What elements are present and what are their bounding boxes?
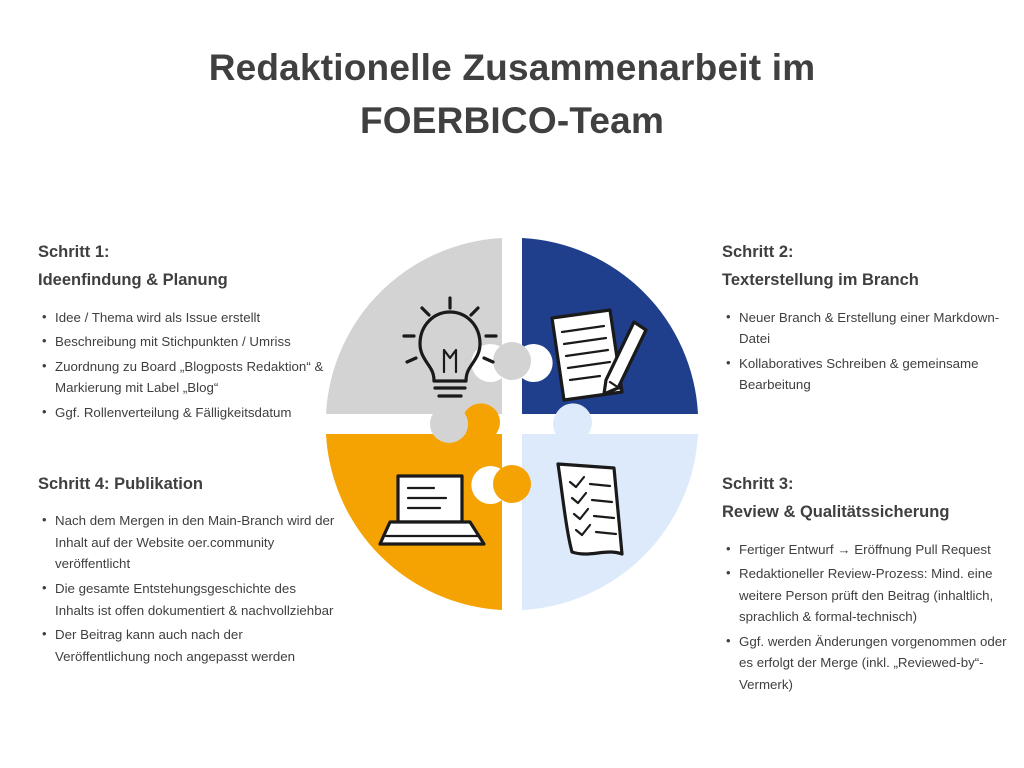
list-item: • Ggf. werden Änderungen vorgenommen oder es erfolgt der Merge (inkl. „Reviewed-by“-Vermerk) [739, 631, 1022, 696]
list-item: • Nach dem Mergen in den Main-Branch wird der Inhalt auf der Website oer.community veröffentlicht [55, 510, 338, 575]
step-2-heading-main: Schritt 2: [722, 243, 794, 261]
step-1-heading [38, 238, 338, 295]
step-2-heading [722, 238, 1022, 295]
list-item: • Zuordnung zu Board „Blogposts Redaktion“ & Markierung mit Label „Blog“ [55, 356, 338, 399]
step-1-heading-main: Schritt 1: [38, 243, 110, 261]
list-item: • Kollaboratives Schreiben & gemeinsame Bearbeitung [739, 353, 1022, 396]
list-item: • Der Beitrag kann auch nach der Veröffentlichung noch angepasst werden [55, 624, 338, 667]
step-1-block [38, 238, 338, 426]
puzzle-knob-top [493, 342, 531, 380]
step-4-bullet-list [38, 510, 338, 667]
list-item: • Die gesamte Entstehungsgeschichte des Inhalts ist offen dokumentiert & nachvollziehbar [55, 578, 338, 621]
step-2-block [722, 238, 1022, 399]
page-title [0, 42, 1024, 147]
puzzle-knob-bottom [493, 465, 531, 503]
list-item: • Fertiger Entwurf → Eröffnung Pull Request [739, 539, 1022, 561]
step-3-heading-sub: Review & Qualitätssicherung [722, 503, 950, 522]
puzzle-knob-left [430, 405, 468, 443]
list-item: • Redaktioneller Review-Prozess: Mind. eine weitere Person prüft den Beitrag (inhaltlich, sprachlich & formal-technisch) [739, 563, 1022, 628]
puzzle-diagram [320, 232, 704, 616]
list-item: • Neuer Branch & Erstellung einer Markdown-Datei [739, 307, 1022, 350]
step-3-bullet-list [722, 539, 1022, 696]
step-3-heading-main: Schritt 3: [722, 475, 794, 493]
step-3-heading [722, 470, 1022, 527]
list-item: • Idee / Thema wird als Issue erstellt [55, 307, 338, 329]
step-4-heading-main: Schritt 4: Publikation [38, 475, 204, 493]
puzzle-knob-right [553, 405, 591, 443]
title-line-1: Redaktionelle Zusammenarbeit im [208, 47, 816, 88]
step-4-heading [38, 470, 338, 498]
step-4-block [38, 470, 338, 670]
step-1-bullet-list [38, 307, 338, 424]
list-item: • Ggf. Rollenverteilung & Fälligkeitsdatum [55, 402, 338, 424]
step-2-bullet-list [722, 307, 1022, 396]
step-2-heading-sub: Texterstellung im Branch [722, 271, 919, 290]
title-line-2: FOERBICO-Team [359, 99, 665, 141]
step-3-block [722, 470, 1022, 698]
step-1-heading-sub: Ideenfindung & Planung [38, 271, 228, 290]
list-item: • Beschreibung mit Stichpunkten / Umriss [55, 331, 338, 353]
